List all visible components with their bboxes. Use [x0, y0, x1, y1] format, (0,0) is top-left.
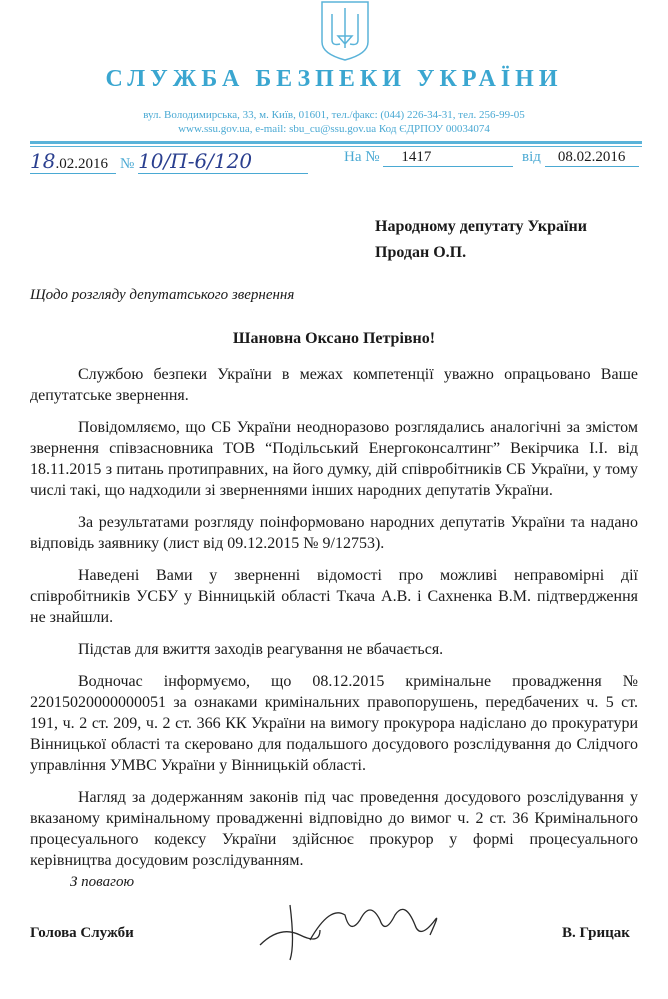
recipient-title: Народному депутату України [375, 218, 587, 235]
ref-label: На № [344, 149, 380, 165]
reference-number [344, 149, 513, 167]
date-handwritten: 18 [30, 149, 56, 173]
paragraph: За результатами розгляду поінформовано народних депутатів України та надано відповідь заявнику (лист від 09.12.2015 № 9/12753). [30, 514, 638, 552]
letter-body [30, 364, 638, 882]
paragraph: Повідомляємо, що СБ України неодноразово розглядались аналогічні за змістом звернення співзасновника ТОВ “Подільський Енергоконсалтинг” Векірчика І.І. від 18.11.2015 з питань протиправних, на його думку, дій співробітників СБ України, у тому числі такі, що надходили зі зверненнями інших народних депутатів України. [30, 419, 638, 499]
paragraph: Водночас інформуємо, що 08.12.2015 кримінальне провадження № 22015020000000051 за ознаками кримінальних правопорушень, передбачених ч. 5 ст. 191, ч. 2 ст. 209, ч. 2 ст. 366 КК України на вимогу прокурора надіслано до прокуратури Вінницької області та скеровано для подальшого досудового розслідування до Слідчого управління УМВС України у Вінницькій області. [30, 673, 638, 774]
closing-regards: З повагою [70, 874, 135, 890]
number-handwritten: 10/П-6/120 [138, 149, 308, 174]
ref-number: 1417 [383, 149, 513, 167]
signer-name: В. Грицак [562, 925, 630, 941]
coat-of-arms-icon [318, 0, 372, 62]
paragraph: Наведені Вами у зверненні відомості про можливі неправомірні дії співробітників УСБУ у Вінницькій області Ткача А.В. і Сахненка В.М. підтвердження не знайшли. [30, 567, 638, 626]
outgoing-date [30, 149, 116, 174]
paragraph: Службою безпеки України в межах компетенції уважно опрацьовано Ваше депутатське звернення. [30, 366, 638, 404]
paragraph: Нагляд за додержанням законів під час проведення досудового розслідування у вказаному кримінальному провадженні відповідно до вимог ч. 2 ст. 36 Кримінального процесуального кодексу України здійснює прокурор у формі процесуального керівництва досудовим розслідуванням. [30, 789, 638, 869]
subject-line: Щодо розгляду депутатського звернення [30, 287, 295, 303]
address-line: вул. Володимирська, 33, м. Київ, 01601, тел./факс: (044) 226-34-31, тел. 256-99-05 [143, 109, 525, 121]
date-printed: .02.2016 [55, 156, 108, 172]
signer-position: Голова Служби [30, 925, 134, 941]
recipient-name: Продан О.П. [375, 244, 467, 261]
paragraph: Підстав для вжиття заходів реагування не вбачається. [78, 641, 444, 658]
greeting: Шановна Оксано Петрівно! [232, 330, 436, 347]
organization-title: СЛУЖБА БЕЗПЕКИ УКРАЇНИ [105, 66, 563, 92]
reference-date [522, 149, 639, 167]
ref-date: 08.02.2016 [545, 149, 639, 167]
header-rule-thin [30, 146, 642, 147]
outgoing-number [120, 149, 308, 174]
ref-date-label: від [522, 149, 541, 165]
header-rule [30, 141, 642, 144]
signature [250, 885, 450, 965]
number-label: № [120, 156, 135, 172]
contact-line: www.ssu.gov.ua, e-mail: sbu_cu@ssu.gov.ua Код ЄДРПОУ 00034074 [178, 123, 490, 135]
